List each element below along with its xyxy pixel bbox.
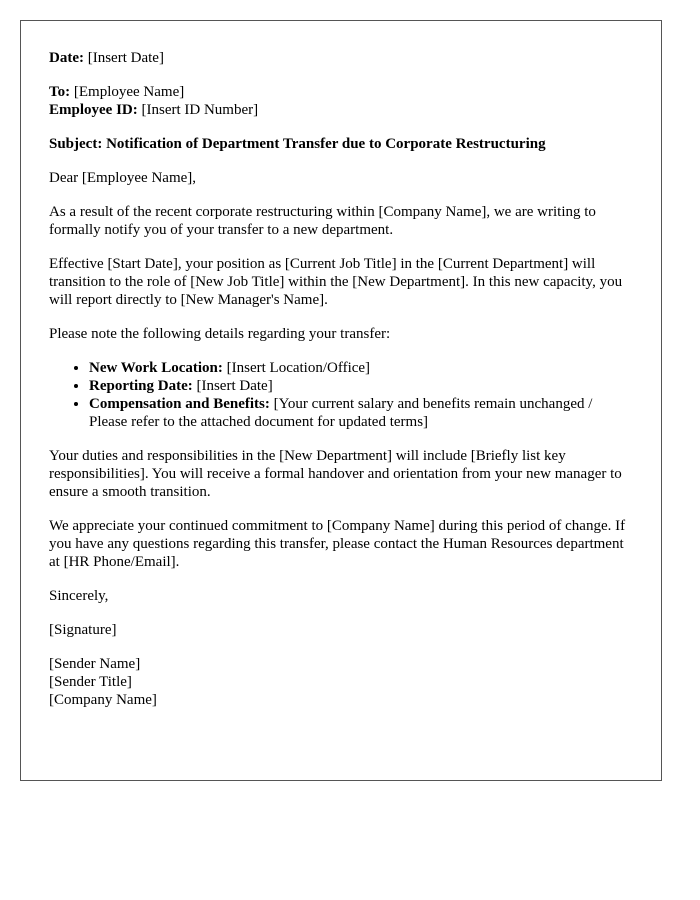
detail-value: [Your current salary and benefits remain unchanged / Please refer to the attached document for updated terms] — [89, 396, 593, 430]
recipient-block — [49, 83, 632, 119]
paragraph-appreciation: We appreciate your continued commitment to [Company Name] during this period of change. If you have any questions regarding this transfer, please contact the Human Resources department at [HR Phone/Email]. — [49, 518, 626, 570]
to-value: [Employee Name] — [73, 84, 185, 100]
sender-block — [49, 655, 632, 709]
date-value: [Insert Date] — [87, 50, 164, 66]
list-item — [89, 377, 632, 395]
to-label: To: — [49, 84, 71, 100]
sender-name: [Sender Name] — [49, 656, 141, 672]
details-list — [49, 359, 632, 431]
signature: [Signature] — [49, 622, 117, 638]
detail-value: [Insert Date] — [196, 378, 273, 394]
date-label: Date: — [49, 50, 84, 66]
paragraph-details-intro: Please note the following details regarding your transfer: — [49, 326, 391, 342]
detail-value: [Insert Location/Office] — [226, 360, 371, 376]
list-item — [89, 359, 632, 377]
subject: Subject: Notification of Department Transfer due to Corporate Restructuring — [49, 136, 546, 152]
sender-title: [Sender Title] — [49, 674, 132, 690]
sign-off: Sincerely, — [49, 588, 109, 604]
sender-company: [Company Name] — [49, 692, 157, 708]
employee-id-label: Employee ID: — [49, 102, 138, 118]
detail-label: New Work Location: — [89, 360, 223, 376]
paragraph-transition: Effective [Start Date], your position as [Current Job Title] in the [Current Department] will transition to the role of [New Job Title] within the [New Department]. In this new capacity, you will report directly to [New Manager's Name]. — [49, 256, 623, 308]
list-item — [89, 395, 632, 431]
detail-label: Reporting Date: — [89, 378, 193, 394]
subject-line — [49, 135, 632, 153]
salutation: Dear [Employee Name], — [49, 170, 197, 186]
employee-id-value: [Insert ID Number] — [141, 102, 259, 118]
paragraph-duties: Your duties and responsibilities in the [New Department] will include [Briefly list key responsibilities]. You will receive a formal handover and orientation from your new manager to ensure a smooth transition. — [49, 448, 622, 500]
letter — [20, 20, 662, 781]
detail-label: Compensation and Benefits: — [89, 396, 270, 412]
paragraph-intro: As a result of the recent corporate restructuring within [Company Name], we are writing to formally notify you of your transfer to a new department. — [49, 204, 596, 238]
date-line — [49, 49, 632, 67]
